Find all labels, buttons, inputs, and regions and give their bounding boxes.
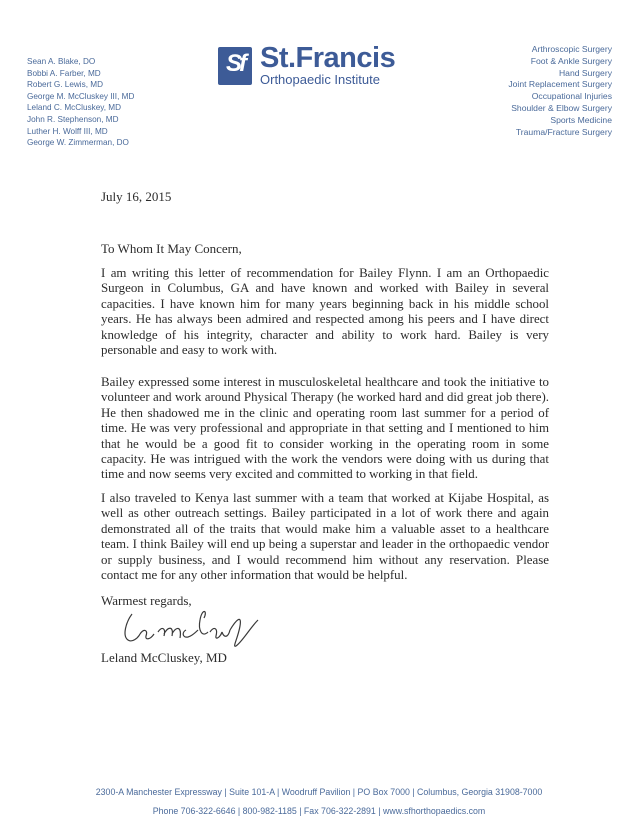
specialty-item: Joint Replacement Surgery — [508, 79, 612, 90]
doctor-name: Robert G. Lewis, MD — [27, 80, 103, 90]
handwritten-signature — [118, 606, 278, 650]
specialty-item: Occupational Injuries — [531, 91, 612, 102]
institute-logo — [218, 44, 395, 87]
letter-paragraph-1: I am writing this letter of recommendation for Bailey Flynn. I am an Orthopaedic Surgeon in Columbus, GA and have known and worked with Bailey in several capacities. I have known him for many years beginning back in his middle school years. He has always been admired and respected among his peers and I have direct knowledge of his integrity, character and ability to work hard. Bailey is very personable and easy to work with. — [101, 266, 549, 358]
logo-mark-glyph: Sf — [226, 49, 244, 77]
doctor-name: Bobbi A. Farber, MD — [27, 68, 101, 78]
doctors-list — [27, 56, 134, 149]
specialty-item: Arthroscopic Surgery — [531, 44, 612, 54]
footer-contact: Phone 706-322-6646 | 800-982-1185 | Fax 706-322-2891 | www.sfhorthopaedics.com — [152, 806, 486, 816]
letter-paragraph-2: Bailey expressed some interest in musculoskeletal healthcare and took the initiative to volunteer and work around Physical Therapy (he worked hard and did great job there). He then shadowed me in the clinic and operating room last summer for a period of time. He was very professional and appropriate in that setting and I mentioned to him that he would be a good fit to consider working in the operating room in some capacity. He was intrigued with the work the vendors were doing with us during that time and now seems very excited and committed to working in that field. — [101, 375, 549, 482]
specialties-list — [508, 44, 612, 138]
specialty-item: Sports Medicine — [550, 114, 612, 125]
doctor-name: Luther H. Wolff III, MD — [27, 126, 108, 136]
doctor-name: George M. McCluskey III, MD — [27, 91, 135, 101]
specialty-item: Shoulder & Elbow Surgery — [511, 102, 612, 113]
doctor-name: Leland C. McCluskey, MD — [27, 103, 122, 113]
logo-mark-icon — [218, 47, 252, 85]
letter-paragraph-3: I also traveled to Kenya last summer with a team that worked at Kijabe Hospital, as well as other outreach settings. Bailey participated in a lot of work there and again demonstrated all of the traits that would make him a valuable asset to a healthcare team. I think Bailey will end up being a superstar and leader in the orthopaedic vendor or supply business, and I would recommend him without any reservation. Please contact me for any other information that would be helpful. — [101, 491, 549, 583]
letter-date: July 16, 2015 — [101, 189, 172, 204]
doctor-name: Sean A. Blake, DO — [27, 57, 96, 66]
logo-name: St.Francis — [260, 42, 396, 74]
doctor-name: John R. Stephenson, MD — [27, 114, 119, 124]
letter-greeting: To Whom It May Concern, — [101, 241, 242, 256]
specialty-item: Trauma/Fracture Surgery — [515, 126, 612, 137]
logo-text — [260, 44, 395, 87]
specialty-item: Hand Surgery — [558, 67, 612, 78]
logo-subtitle: Orthopaedic Institute — [260, 72, 380, 87]
signer-name: Leland McCluskey, MD — [101, 650, 227, 665]
specialty-item: Foot & Ankle Surgery — [530, 55, 612, 66]
letter-closing: Warmest regards, — [101, 593, 192, 608]
footer-address: 2300-A Manchester Expressway | Suite 101-A | Woodruff Pavilion | PO Box 7000 | Columbus, Georgia 31908-7000 — [95, 787, 543, 797]
doctor-name: George W. Zimmerman, DO — [27, 138, 129, 148]
